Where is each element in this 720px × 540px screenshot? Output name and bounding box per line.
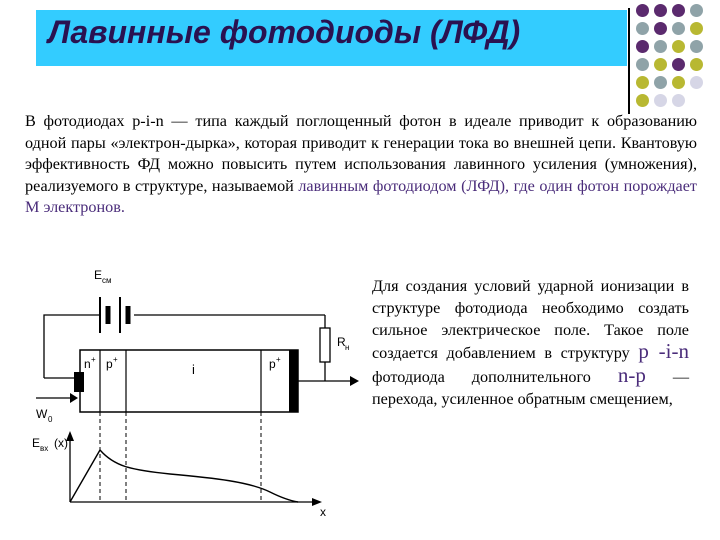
dot bbox=[690, 40, 703, 53]
p-left-sup: + bbox=[113, 355, 118, 364]
n-region-label: n bbox=[84, 357, 91, 371]
battery-label: E bbox=[94, 268, 103, 282]
dot bbox=[654, 76, 667, 89]
dot bbox=[654, 22, 667, 35]
field-text-a: Для создания условий ударной ионизации в структуре фотодиода необходимо создать сильное электрическое поле. Такое поле создается добавлением в структуру bbox=[372, 277, 689, 363]
dot bbox=[672, 94, 685, 107]
dot bbox=[636, 76, 649, 89]
p-right-sup: + bbox=[276, 355, 281, 364]
graph-x-label: x bbox=[320, 505, 326, 519]
p-right-label: p bbox=[269, 357, 276, 371]
battery-label-sub: см bbox=[102, 276, 112, 285]
left-contact bbox=[74, 372, 84, 392]
dot bbox=[690, 76, 703, 89]
field-text-np: n-p bbox=[617, 363, 646, 388]
graph-y-label-sub: вх bbox=[40, 444, 49, 453]
dot bbox=[672, 40, 685, 53]
dot bbox=[690, 4, 703, 17]
apd-diagram bbox=[30, 262, 370, 522]
dot bbox=[636, 58, 649, 71]
dot bbox=[672, 4, 685, 17]
dot bbox=[636, 4, 649, 17]
field-paragraph bbox=[372, 276, 689, 411]
intro-text: В фотодиодах p-i-n — типа каждый поглощенный фотон в идеале приводит к образованию одной пары «электрон-дырка», которая приводит к генерации тока во внешней цепи. Квантовую эффективность ФД можно повысить путем использования лавинного усиления (умножения), реализуемого в структуре, называемой bbox=[25, 112, 697, 195]
field-text-pin: p -i-n bbox=[638, 339, 689, 364]
dot bbox=[636, 22, 649, 35]
intro-highlight: лавинным фотодиодом (ЛФД), где один фотон порождает М электронов. bbox=[25, 176, 697, 216]
intro-paragraph bbox=[25, 111, 697, 219]
dot bbox=[690, 58, 703, 71]
light-label-sub: 0 bbox=[48, 415, 53, 424]
dot bbox=[672, 76, 685, 89]
dot bbox=[636, 94, 649, 107]
title-divider bbox=[628, 8, 630, 114]
dot bbox=[654, 58, 667, 71]
dot bbox=[654, 4, 667, 17]
graph-y-label-arg: (x) bbox=[54, 436, 68, 450]
output-arrow-icon bbox=[350, 376, 359, 386]
field-curve bbox=[70, 450, 298, 502]
field-text-c: фотодиода дополнительного bbox=[372, 368, 618, 387]
light-label: W bbox=[36, 407, 48, 421]
graph-y-label: E bbox=[32, 436, 41, 450]
dot bbox=[654, 40, 667, 53]
resistor-label-sub: н bbox=[345, 343, 350, 352]
dot bbox=[672, 22, 685, 35]
resistor-icon bbox=[320, 328, 330, 362]
dot bbox=[636, 40, 649, 53]
battery-icon bbox=[100, 297, 128, 333]
boundary-projections bbox=[100, 412, 261, 502]
dot bbox=[690, 22, 703, 35]
p-left-label: p bbox=[106, 357, 113, 371]
i-region-label: i bbox=[192, 362, 195, 377]
slide-title: Лавинные фотодиоды (ЛФД) bbox=[48, 14, 521, 50]
n-region-sup: + bbox=[91, 355, 96, 364]
field-text-e: — перехода, усиленное обратным смещением, bbox=[372, 368, 690, 408]
light-arrow-icon bbox=[70, 393, 78, 403]
right-contact bbox=[289, 350, 298, 412]
resistor-label: R bbox=[337, 335, 346, 349]
dot bbox=[654, 94, 667, 107]
dot bbox=[672, 58, 685, 71]
